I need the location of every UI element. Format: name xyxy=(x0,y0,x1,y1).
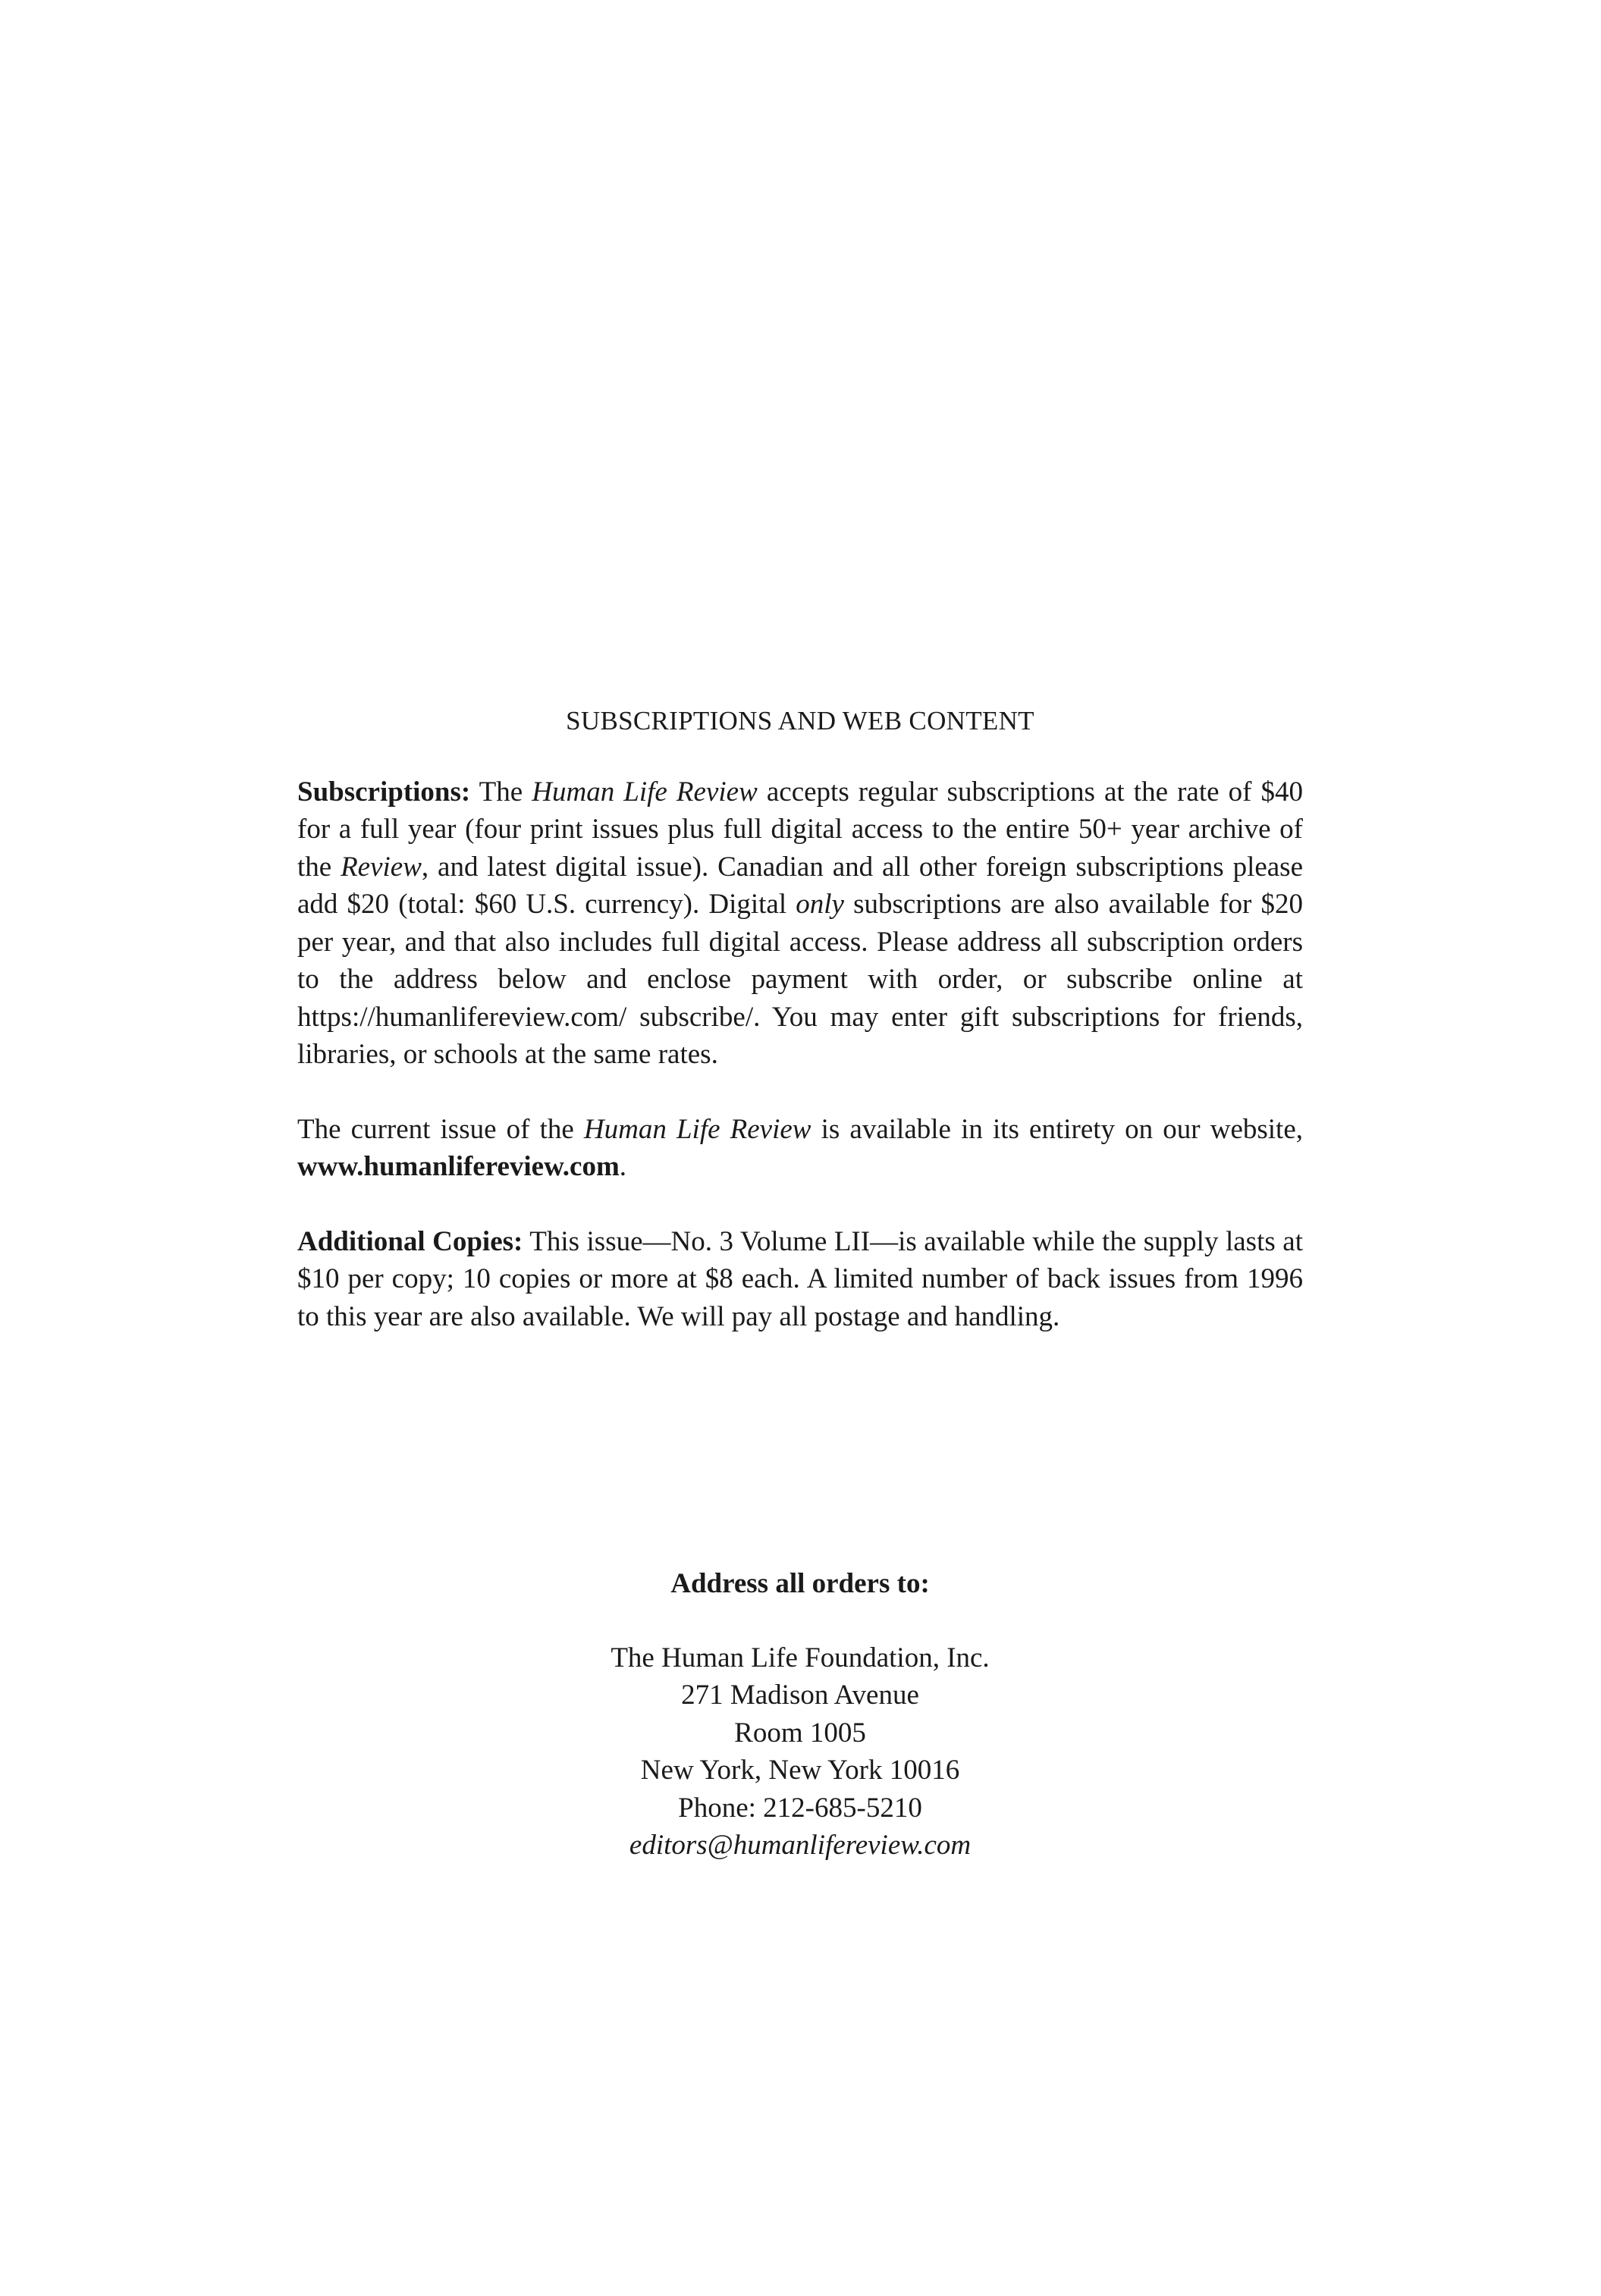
additional-copies-label: Additional Copies: xyxy=(297,1225,523,1257)
current-issue-paragraph xyxy=(297,1111,1303,1186)
address-street: 271 Madison Avenue xyxy=(681,1680,919,1711)
review-title: Review xyxy=(341,851,422,883)
subscriptions-paragraph xyxy=(297,773,1303,1074)
journal-title: Human Life Review xyxy=(532,776,758,808)
page-title: SUBSCRIPTIONS AND WEB CONTENT xyxy=(566,706,1034,736)
only-emphasis: only xyxy=(796,889,844,920)
journal-title: Human Life Review xyxy=(583,1113,811,1145)
current-issue-text-1: The current issue of the xyxy=(297,1113,584,1145)
address-block xyxy=(297,1565,1303,1865)
address-email[interactable]: editors@humanlifereview.com xyxy=(629,1830,972,1861)
address-room: Room 1005 xyxy=(734,1717,866,1749)
website-link[interactable]: www.humanlifereview.com xyxy=(297,1151,620,1182)
current-issue-text-2: is available in its entirety on our website, xyxy=(811,1113,1304,1145)
address-phone: Phone: 212-685-5210 xyxy=(678,1792,922,1824)
additional-copies-paragraph xyxy=(297,1223,1303,1336)
additional-copies-text: This issue—No. 3 Volume LII—is available while the supply lasts at $10 per copy; 10 copies or more at $8 each. A limited number of back issues from 1996 to this year are also available. We will pay all postage and handling. xyxy=(297,1225,1303,1332)
address-heading: Address all orders to: xyxy=(670,1568,930,1599)
subscriptions-text-4: subscriptions are also available for $20 per year, and that also includes full digital access. Please address all subscription orders to the address below and enclose payment with order, or subscribe online at https://humanlifereview.com/ subscribe/. You may enter gift subscriptions for friends, libraries, or schools at the same rates. xyxy=(297,889,1304,1070)
subscriptions-text-2: accepts regular subscriptions at the rate of $40 for a full year (four print issues plus full digital access to the entire 50+ year archive of the xyxy=(297,776,1304,883)
page-body xyxy=(297,702,1303,1335)
current-issue-text-3: . xyxy=(619,1151,627,1182)
address-organization: The Human Life Foundation, Inc. xyxy=(611,1642,990,1673)
subscriptions-text-3: , and latest digital issue). Canadian and all other foreign subscriptions please add $20 (total: $60 U.S. currency). Digital xyxy=(297,851,1304,920)
subscriptions-label: Subscriptions: xyxy=(297,776,471,808)
address-city: New York, New York 10016 xyxy=(640,1755,960,1786)
subscriptions-text-1: The xyxy=(470,776,532,808)
